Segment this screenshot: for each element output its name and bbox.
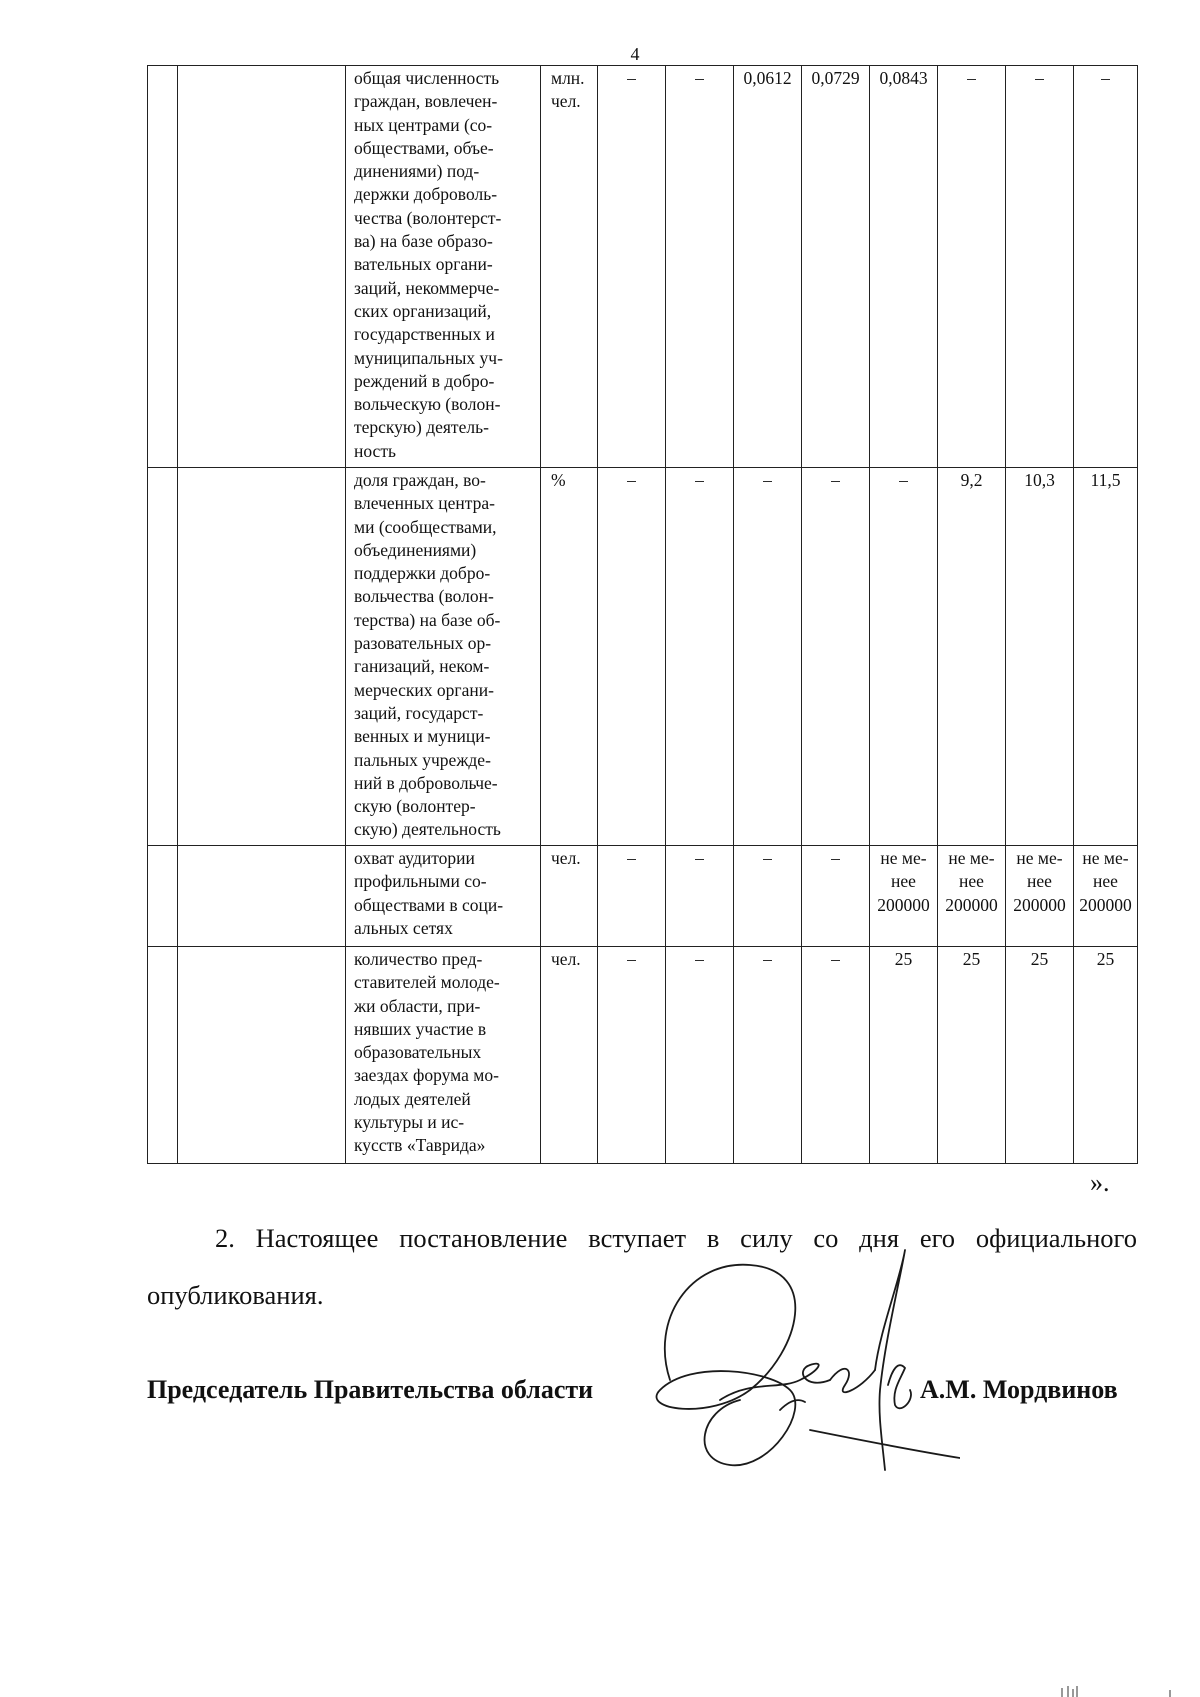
signatory-role: Председатель Правительства области	[147, 1375, 594, 1404]
signatory-name: А.М. Мордвинов	[920, 1375, 1118, 1404]
cell-text-line: 11,5	[1090, 470, 1121, 490]
cell-text-line: образовательных	[354, 1042, 482, 1063]
cell-text-line: 25	[894, 949, 913, 969]
cell-text-line: вольчества (волон-	[354, 586, 494, 607]
cell-text-line: скую) деятельность	[354, 819, 501, 840]
cell-text-line: влеченных центра-	[354, 493, 495, 514]
cell-text-line: %	[551, 470, 566, 490]
table-cell-blank	[178, 947, 346, 1164]
table-cell-number	[148, 947, 178, 1164]
cell-text-line: мерческих органи-	[354, 679, 494, 700]
table-cell-blank	[178, 66, 346, 468]
value-cell	[666, 66, 734, 468]
cell-text-line: чества (волонтерст-	[354, 207, 502, 228]
cell-text-line: ми (сообществами,	[354, 516, 497, 537]
cell-text-line: заций, некоммерче-	[354, 277, 500, 298]
cell-text-line: нее	[1093, 871, 1118, 892]
cell-text-line: ных центрами (со-	[354, 114, 493, 135]
cell-text-line: 25	[1096, 949, 1115, 969]
cell-text-line: лодых деятелей	[354, 1088, 471, 1109]
cell-text-line: чел.	[551, 91, 581, 112]
unit-cell	[541, 947, 598, 1164]
table-row	[148, 846, 1138, 947]
unit-cell	[541, 468, 598, 846]
closing-quote: ».	[1090, 1168, 1110, 1197]
cell-text-line: скую (волонтер-	[354, 796, 476, 817]
cell-text-line: не ме-	[880, 848, 927, 868]
cell-text-line: держки доброволь-	[354, 184, 498, 205]
cell-text-line: чел.	[551, 848, 581, 868]
cell-text-line: охват аудитории	[354, 848, 475, 868]
value-cell	[870, 66, 938, 468]
cell-text-line: –	[695, 470, 704, 490]
value-cell	[870, 846, 938, 947]
value-cell	[1074, 66, 1138, 468]
cell-text-line: вольческую (волон-	[354, 394, 501, 415]
value-cell	[1006, 66, 1074, 468]
cell-text-line: ва) на базе образо-	[354, 231, 493, 252]
cell-text-line: –	[695, 848, 704, 868]
paragraph-line: опубликования.	[147, 1280, 324, 1310]
cell-text-line: общая численность	[354, 68, 500, 88]
value-cell	[802, 66, 870, 468]
value-cell	[870, 468, 938, 846]
cell-text-line: пальных учрежде-	[354, 749, 491, 770]
cell-text-line: –	[899, 470, 908, 490]
cell-text-line: муниципальных уч-	[354, 347, 503, 368]
value-cell	[598, 947, 666, 1164]
page-number: 4	[630, 44, 640, 64]
cell-text-line: 10,3	[1024, 470, 1055, 490]
value-cell	[870, 947, 938, 1164]
cell-text-line: ставителей молоде-	[354, 972, 500, 993]
cell-text-line: терскую) деятель-	[354, 417, 489, 438]
cell-text-line: –	[627, 68, 636, 88]
indicator-name-cell	[346, 846, 541, 947]
paragraph-line: 2. Настоящее постановление вступает в силу со дня его официального	[215, 1223, 1137, 1253]
cell-text-line: вательных органи-	[354, 254, 493, 275]
value-cell	[734, 468, 802, 846]
value-cell	[1006, 846, 1074, 947]
cell-text-line: ний в добровольче-	[354, 772, 498, 793]
cell-text-line: количество пред-	[354, 949, 483, 969]
value-cell	[802, 468, 870, 846]
unit-cell	[541, 846, 598, 947]
value-cell	[598, 846, 666, 947]
value-cell	[734, 66, 802, 468]
cell-text-line: –	[1101, 68, 1110, 88]
cell-text-line: обществами в соци-	[354, 894, 504, 915]
cell-text-line: 200000	[945, 894, 998, 915]
indicators-table	[147, 65, 1138, 1164]
table-body	[148, 66, 1138, 1164]
cell-text-line: 0,0729	[811, 68, 860, 88]
cell-text-line: граждан, вовлечен-	[354, 91, 498, 112]
table-cell-blank	[178, 468, 346, 846]
cell-text-line: 200000	[1013, 894, 1066, 915]
cell-text-line: профильными со-	[354, 871, 487, 892]
value-cell	[938, 468, 1006, 846]
value-cell	[1074, 947, 1138, 1164]
cell-text-line: объединениями)	[354, 539, 477, 560]
value-cell	[598, 468, 666, 846]
cell-text-line: разовательных ор-	[354, 633, 492, 654]
cell-text-line: обществами, объе-	[354, 137, 494, 158]
cell-text-line: –	[967, 68, 976, 88]
cell-text-line: 0,0843	[879, 68, 928, 88]
value-cell	[734, 846, 802, 947]
table-cell-number	[148, 66, 178, 468]
cell-text-line: нее	[959, 871, 984, 892]
indicator-name-cell	[346, 66, 541, 468]
value-cell	[1074, 846, 1138, 947]
table-row	[148, 947, 1138, 1164]
cell-text-line: нявших участие в	[354, 1018, 487, 1039]
cell-text-line: жи области, при-	[354, 995, 481, 1016]
cell-text-line: 200000	[1079, 894, 1132, 915]
table-row	[148, 66, 1138, 468]
cell-text-line: поддержки добро-	[354, 563, 491, 584]
cell-text-line: альных сетях	[354, 917, 453, 938]
value-cell	[666, 846, 734, 947]
cell-text-line: 25	[962, 949, 981, 969]
handwritten-signature	[630, 1240, 960, 1480]
value-cell	[938, 947, 1006, 1164]
cell-text-line: венных и муници-	[354, 726, 491, 747]
value-cell	[734, 947, 802, 1164]
indicator-name-cell	[346, 947, 541, 1164]
cell-text-line: доля граждан, во-	[354, 470, 486, 490]
cell-text-line: не ме-	[1016, 848, 1063, 868]
cell-text-line: 200000	[877, 894, 930, 915]
value-cell	[666, 468, 734, 846]
cell-text-line: –	[831, 848, 840, 868]
cell-text-line: ность	[354, 440, 396, 461]
cell-text-line: –	[763, 848, 772, 868]
cell-text-line: 9,2	[960, 470, 983, 490]
cell-text-line: ганизаций, неком-	[354, 656, 490, 677]
table-row	[148, 468, 1138, 846]
cell-text-line: млн.	[551, 68, 585, 88]
cell-text-line: реждений в добро-	[354, 370, 495, 391]
cell-text-line: –	[831, 470, 840, 490]
cell-text-line: не ме-	[1082, 848, 1129, 868]
value-cell	[1006, 947, 1074, 1164]
cell-text-line: терства) на базе об-	[354, 609, 501, 630]
value-cell	[938, 846, 1006, 947]
cell-text-line: государственных и	[354, 324, 495, 345]
cell-text-line: нее	[1027, 871, 1052, 892]
cell-text-line: –	[627, 848, 636, 868]
table-cell-number	[148, 468, 178, 846]
value-cell	[666, 947, 734, 1164]
cell-text-line: –	[695, 68, 704, 88]
cell-text-line: 0,0612	[743, 68, 792, 88]
unit-cell	[541, 66, 598, 468]
value-cell	[598, 66, 666, 468]
value-cell	[802, 947, 870, 1164]
cell-text-line: –	[627, 470, 636, 490]
indicator-name-cell	[346, 468, 541, 846]
table-cell-number	[148, 846, 178, 947]
cell-text-line: не ме-	[948, 848, 995, 868]
cell-text-line: –	[831, 949, 840, 969]
cell-text-line: нее	[891, 871, 916, 892]
table-cell-blank	[178, 846, 346, 947]
cell-text-line: чел.	[551, 949, 581, 969]
cell-text-line: заций, государст-	[354, 702, 484, 723]
cell-text-line: 25	[1030, 949, 1049, 969]
value-cell	[938, 66, 1006, 468]
cell-text-line: заездах форума мо-	[354, 1065, 499, 1086]
cell-text-line: –	[763, 470, 772, 490]
cell-text-line: –	[627, 949, 636, 969]
value-cell	[1006, 468, 1074, 846]
cell-text-line: кусств «Таврида»	[354, 1135, 486, 1156]
cell-text-line: –	[695, 949, 704, 969]
cell-text-line: ских организаций,	[354, 300, 492, 321]
cell-text-line: –	[1035, 68, 1044, 88]
cell-text-line: культуры и ис-	[354, 1112, 465, 1133]
scan-edge-mark	[1060, 1686, 1180, 1697]
cell-text-line: –	[763, 949, 772, 969]
cell-text-line: динениями) под-	[354, 161, 480, 182]
value-cell	[1074, 468, 1138, 846]
value-cell	[802, 846, 870, 947]
